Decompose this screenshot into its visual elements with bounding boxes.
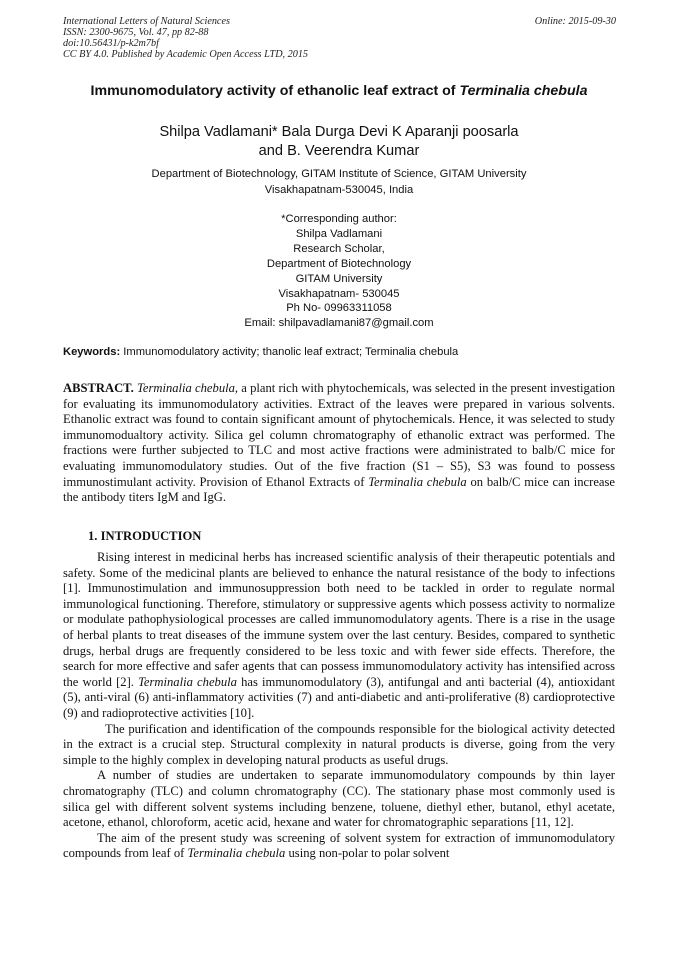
intro-p1-text-b: has immunomodulatory (3), antifungal and anti bacterial (4), antioxidant (5), anti-viral (6) anti-inflammatory activities (7) and anti-diabetic and anti-proliferative (8) cardioprotective (9) and radioprotective activities [10]. [63,674,615,720]
abstract-text-1: , a plant rich with phytochemicals, was selected in the present investigation for evaluating its immunomodulatory activities. Extract of the leaves were prepared in various solvents. Ethanolic extract was found to contain significant amount of phytochemicals. Hence, it was selected to study immunomodualtory activity. Silica gel column chromatography of ethanolic extract was performed. The fractions were further subjected to TLC and most active fractions were administrated to balb/C mice for evaluating immunomodulatory studies. Out of the five fraction (S1 – S5), S3 was found to possess immunostimulant activity. Provision of Ethanol Extracts of [63,381,615,489]
keywords-label: Keywords: [63,346,121,358]
intro-paragraph-4 [63,831,615,862]
affiliation-line-2: Visakhapatnam-530045, India [264,183,414,196]
intro-p4-text-b: using non-polar to polar solvent [285,846,450,861]
authors-line-1: Shilpa Vadlamani* Bala Durga Devi K Aparanji poosarla [159,124,519,140]
intro-p1-species: Terminalia chebula [138,674,237,689]
corr-role: Research Scholar, [293,242,385,255]
license-line: CC BY 4.0. Published by Academic Open Access LTD, 2015 [63,49,309,60]
intro-p1-text-a: Rising interest in medicinal herbs has increased scientific analysis of their therapeutic potentials and safety. Some of the medicinal plants are believed to enhance the natural resistance of the body to infections [1]. Immunostimulation and immunosuppression both need to be tackled in order to regulate normal immunological functioning. Therefore, stimulatory or suppressive agents which possess activity to normalize or modulate pathophysiological processes are called immunomodulatory agents. There is a rise in the usage of herbal plants to treat diseases of the immune system over the last century. Besides, compared to synthetic drugs, herbal drugs are frequently considered to be less toxic and with fewer side effects. Therefore, the search for more effective and safer agents that can possess immunomodulatory activity has intensified across the world [2]. [63,550,615,689]
introduction-body [63,550,615,862]
abstract-label: ABSTRACT. [63,381,134,395]
abstract [63,381,615,506]
affiliation-line-1: Department of Biotechnology, GITAM Institute of Science, GITAM University [151,168,527,180]
abstract-species-2: Terminalia chebula [368,474,467,489]
section-heading-introduction: 1. INTRODUCTION [88,529,202,543]
corresponding-author [70,212,608,331]
affiliation [70,167,608,198]
author-list [70,123,608,161]
corr-univ: GITAM University [295,272,383,285]
doi-line: doi:10.56431/p-k2m7bf [63,38,159,49]
abstract-species-1: Terminalia chebula [137,381,235,395]
intro-p4-species: Terminalia chebula [187,846,286,861]
corr-phone: Ph No- 09963311058 [286,302,392,315]
intro-paragraph-2: The purification and identification of the compounds responsible for the biological activity detected in the extract is a crucial step. Structural complexity in natural products is diverse, going from the very simple to the highly complex in developing natural products as useful drugs. [63,721,615,767]
corr-heading: *Corresponding author: [281,213,397,225]
intro-p4-text-a: The aim of the present study was screening of solvent system for extraction of immunomodulatory compounds from leaf of [63,830,615,861]
issn-line: ISSN: 2300-9675, Vol. 47, pp 82-88 [63,27,209,38]
authors-line-2: and B. Veerendra Kumar [258,143,420,159]
title-main: Immunomodulatory activity of ethanolic leaf extract of [90,83,460,99]
journal-name: International Letters of Natural Sciences [63,16,230,27]
intro-paragraph-1 [63,550,615,722]
corr-dept: Department of Biotechnology [266,257,412,270]
corr-city: Visakhapatnam- 530045 [278,287,400,300]
keywords [63,346,458,358]
corr-name: Shilpa Vadlamani [295,227,383,240]
keywords-text: Immunomodulatory activity; thanolic leaf extract; Terminalia chebula [120,346,459,358]
paper-title [70,83,608,100]
online-date: Online: 2015-09-30 [534,16,616,27]
corr-email: Email: shilpavadlamani87@gmail.com [244,317,434,330]
intro-paragraph-3: A number of studies are undertaken to separate immunomodulatory compounds by thin layer chromatography (TLC) and column chromatography (CC). The stationary phase most commonly used is silica gel with different solvent systems including benzene, toluene, diethyl ether, butanol, ethyl acetate, acetone, ethanol, chloroform, acetic acid, hexane and water for chromatographic separations [11, 12]. [63,768,615,830]
abstract-text-2: on balb/C mice can increase the antibody titers IgM and IgG. [63,474,615,505]
title-species: Terminalia chebula [459,83,588,99]
